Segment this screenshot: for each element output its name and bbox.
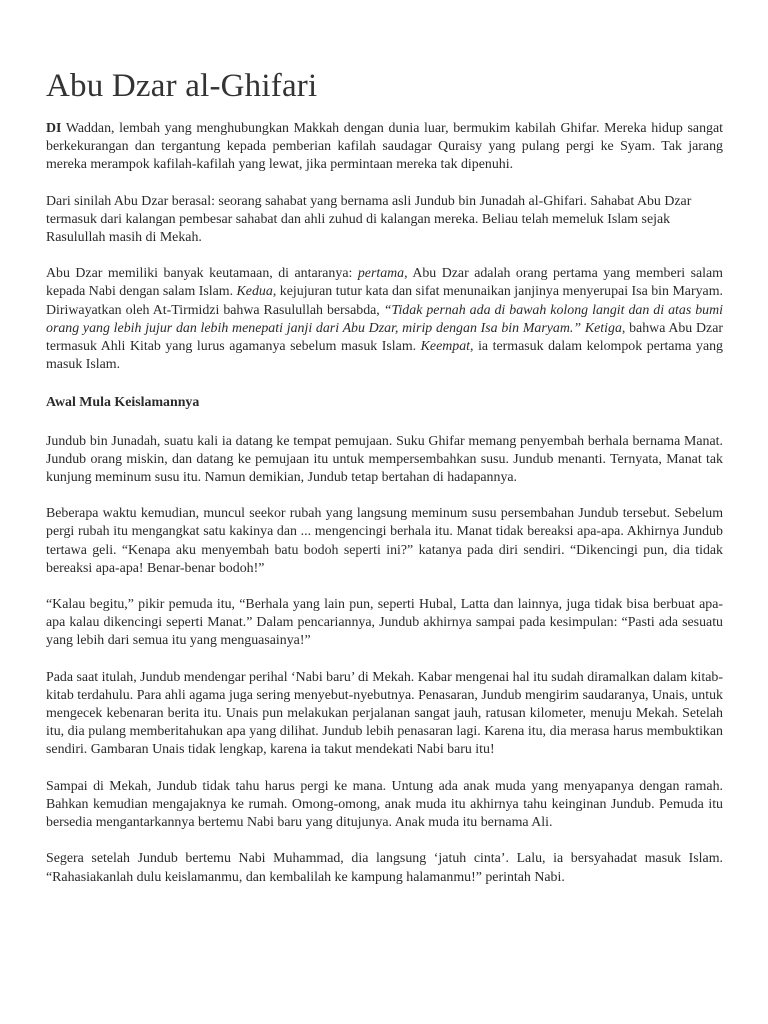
document-page bbox=[46, 66, 723, 887]
paragraph-reflection: “Kalau begitu,” pikir pemuda itu, “Berhala yang lain pun, seperti Hubal, Latta dan lainnya, juga tidak bisa berbuat apa-apa kalau dikencingi seperti Manat.” Dalam pencariannya, Jundub akhirnya sampai pada kesimpulan: “Pasti ada sesuatu yang lebih dari semua itu yang menguasainya!” bbox=[46, 597, 723, 649]
paragraph-meeting: Segera setelah Jundub bertemu Nabi Muhammad, dia langsung ‘jatuh cinta’. Lalu, ia bersyahadat masuk Islam. “Rahasiakanlah dulu keislamanmu, dan kembalilah ke kampung halamanmu!” perintah Nabi. bbox=[46, 851, 723, 885]
virtues-text-g: , bahwa Abu Dzar termasuk Ahli Kitab yang lurus agamanya sebelum masuk Islam. bbox=[46, 320, 723, 355]
virtues-text-e: , kejujuran tutur kata dan sifat menunaikan janjinya menyerupai Isa bin Maryam. Diriwayatkan oleh At-Tirmidzi bahwa Rasulullah bersabda, bbox=[46, 284, 723, 318]
paragraph-intro-text: Waddan, lembah yang menghubungkan Makkah dengan dunia luar, bermukim kabilah Ghifar. Mereka hidup sangat berkekurangan dan tergantung kepada pemberian kafilah saudagar Quraisy yang pulang pergi ke Syam. Tak jarang mereka merampok kafilah-kafilah yang lewat, jika permintaan mereka tak dipenuhi. bbox=[46, 121, 723, 173]
paragraph-intro bbox=[46, 120, 723, 175]
virtues-italic-keempat: Keempat bbox=[420, 339, 471, 355]
drop-lead: DI bbox=[46, 121, 62, 136]
paragraph-fox: Beberapa waktu kemudian, muncul seekor rubah yang langsung meminum susu persembahan Jundub tersebut. Sebelum pergi rubah itu mengangkat satu kakinya dan ... mengencingi berhala itu. Manat tidak bereaksi apa-apa. Akhirnya Jundub tertawa geli. “Kenapa aku menyembah batu bodoh seperti ini?” katanya pada diri sendiri. “Dikencingi pun, dia tidak bereaksi apa-apa! Benar-benar bodoh!” bbox=[46, 506, 723, 576]
virtues-text-c: , Abu Dzar adalah orang pertama yang memberi salam kepada Nabi dengan salam Islam. bbox=[46, 266, 723, 300]
section-heading: Awal Mula Keislamannya bbox=[46, 395, 200, 411]
document-title: Abu Dzar al-Ghifari bbox=[46, 68, 318, 104]
paragraph-mecca: Sampai di Mekah, Jundub tidak tahu harus pergi ke mana. Untung ada anak muda yang menyapanya dengan ramah. Bahkan kemudian mengajaknya ke rumah. Omong-omong, anak muda itu akhirnya tahu keinginan Jundub. Pemuda itu bersedia mengantarkannya bertemu Nabi baru yang ditujunya. Anak muda itu bernama Ali. bbox=[46, 778, 723, 831]
virtues-hadith-quote: “Tidak pernah ada di bawah kolong langit dan di atas bumi orang yang lebih jujur dan lebih menepati janji dari Abu Dzar, mirip dengan Isa bin Maryam.” Ketiga bbox=[46, 302, 723, 336]
paragraph-new-prophet: Pada saat itulah, Jundub mendengar perihal ‘Nabi baru’ di Mekah. Kabar mengenai hal itu sudah diramalkan dalam kitab-kitab terdahulu. Para ahli agama juga sering menyebut-nyebutnya. Penasaran, Jundub mengirim saudaranya, Unais, untuk mengecek kebenaran berita itu. Unais pun melakukan perjalanan sangat jauh, ratusan kilometer, menuju Mekah. Setelah itu, dia pulang memberitahukan apa yang dilihat. Jundub lebih penasaran lagi. Karena itu, dia merasa harus membuktikan sendiri. Gambaran Unais tidak lengkap, karena ia takut mendekati Nabi baru itu! bbox=[46, 669, 723, 758]
virtues-text-i: , ia termasuk dalam kelompok pertama yang masuk Islam. bbox=[46, 339, 723, 373]
virtues-text-a: Abu Dzar memiliki banyak keutamaan, di antaranya: bbox=[46, 266, 358, 282]
paragraph-origin: Dari sinilah Abu Dzar berasal: seorang sahabat yang bernama asli Jundub bin Junadah al-Ghifari. Sahabat Abu Dzar termasuk dari kalangan pembesar sahabat dan ahli zuhud di kalangan mereka. Beliau telah memeluk Islam sejak Rasulullah masih di Mekah. bbox=[46, 193, 692, 246]
virtues-italic-kedua: Kedua bbox=[236, 284, 273, 300]
paragraph-jundub-worship: Jundub bin Junadah, suatu kali ia datang ke tempat pemujaan. Suku Ghifar memang penyembah berhala bernama Manat. Jundub orang miskin, dan datang ke pemujaan itu untuk mempersembahkan susu. Jundub menanti. Ternyata, Manat tak kunjung meminum susu itu. Namun demikian, Jundub tetap bertahan di hadapannya. bbox=[46, 433, 723, 486]
paragraph-virtues bbox=[46, 265, 723, 374]
virtues-italic-pertama: pertama bbox=[357, 266, 405, 282]
